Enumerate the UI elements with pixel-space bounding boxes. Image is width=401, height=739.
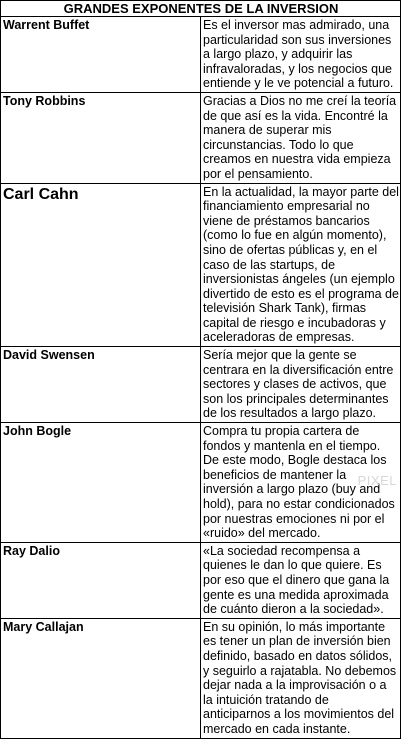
investor-name: Ray Dalio: [1, 542, 201, 618]
title-row: [1, 1, 401, 17]
table-row: [1, 347, 401, 423]
investor-name: David Swensen: [1, 347, 201, 423]
investor-quote: Sería mejor que la gente se centrara en la diversificación entre sectores y clases de activos, que son los principales determinantes de los resultados a largo plazo.: [201, 347, 401, 423]
table-row: [1, 618, 401, 738]
investor-quote: Gracias a Dios no me creí la teoría de que así es la vida. Encontré la manera de superar mis circunstancias. Todo lo que creamos en nuestra vida empieza por el pensamiento.: [201, 92, 401, 183]
table-row: [1, 183, 401, 347]
table-title: GRANDES EXPONENTES DE LA INVERSION: [1, 1, 401, 17]
investor-name: John Bogle: [1, 423, 201, 543]
investor-name: Mary Callajan: [1, 618, 201, 738]
investor-quote: Es el inversor mas admirado, una particularidad son sus inversiones a largo plazo, y adquirir las infravaloradas, y los negocios que entiende y le ve potencial a futuro.: [201, 17, 401, 93]
investor-quote: «La sociedad recompensa a quienes le dan lo que quiere. Es por eso que el dinero que gana la gente es una medida aproximada de cuánto dieron a la sociedad».: [201, 542, 401, 618]
table-row: [1, 542, 401, 618]
investor-name: Warrent Buffet: [1, 17, 201, 93]
table-row: [1, 423, 401, 543]
investor-name: Tony Robbins: [1, 92, 201, 183]
investor-quote: En la actualidad, la mayor parte del financiamiento empresarial no viene de préstamos bancarios (como lo fue en algún momento), sino de ofertas públicas y, en el caso de las startups, de inversionistas ángeles (un ejemplo divertido de esto es el programa de televisión Shark Tank), firmas capital de riesgo e incubadoras y aceleradoras de empresas.: [201, 183, 401, 347]
table-row: [1, 17, 401, 93]
investor-quote: En su opinión, lo más importante es tener un plan de inversión bien definido, basado en datos sólidos, y seguirlo a rajatabla. No debemos dejar nada a la improvisación o a la intuición tratando de anticiparnos a los movimientos del mercado en cada instante.: [201, 618, 401, 738]
watermark-text: PIXEL: [357, 473, 397, 488]
investor-quote: Compra tu propia cartera de fondos y mantenla en el tiempo. De este modo, Bogle destaca los beneficios de mantener la inversión a largo plazo (buy and hold), para no estar condicionados por nuestras emociones ni por el «ruido» del mercado.: [201, 423, 401, 543]
table-row: [1, 92, 401, 183]
investor-name: Carl Cahn: [1, 183, 201, 347]
